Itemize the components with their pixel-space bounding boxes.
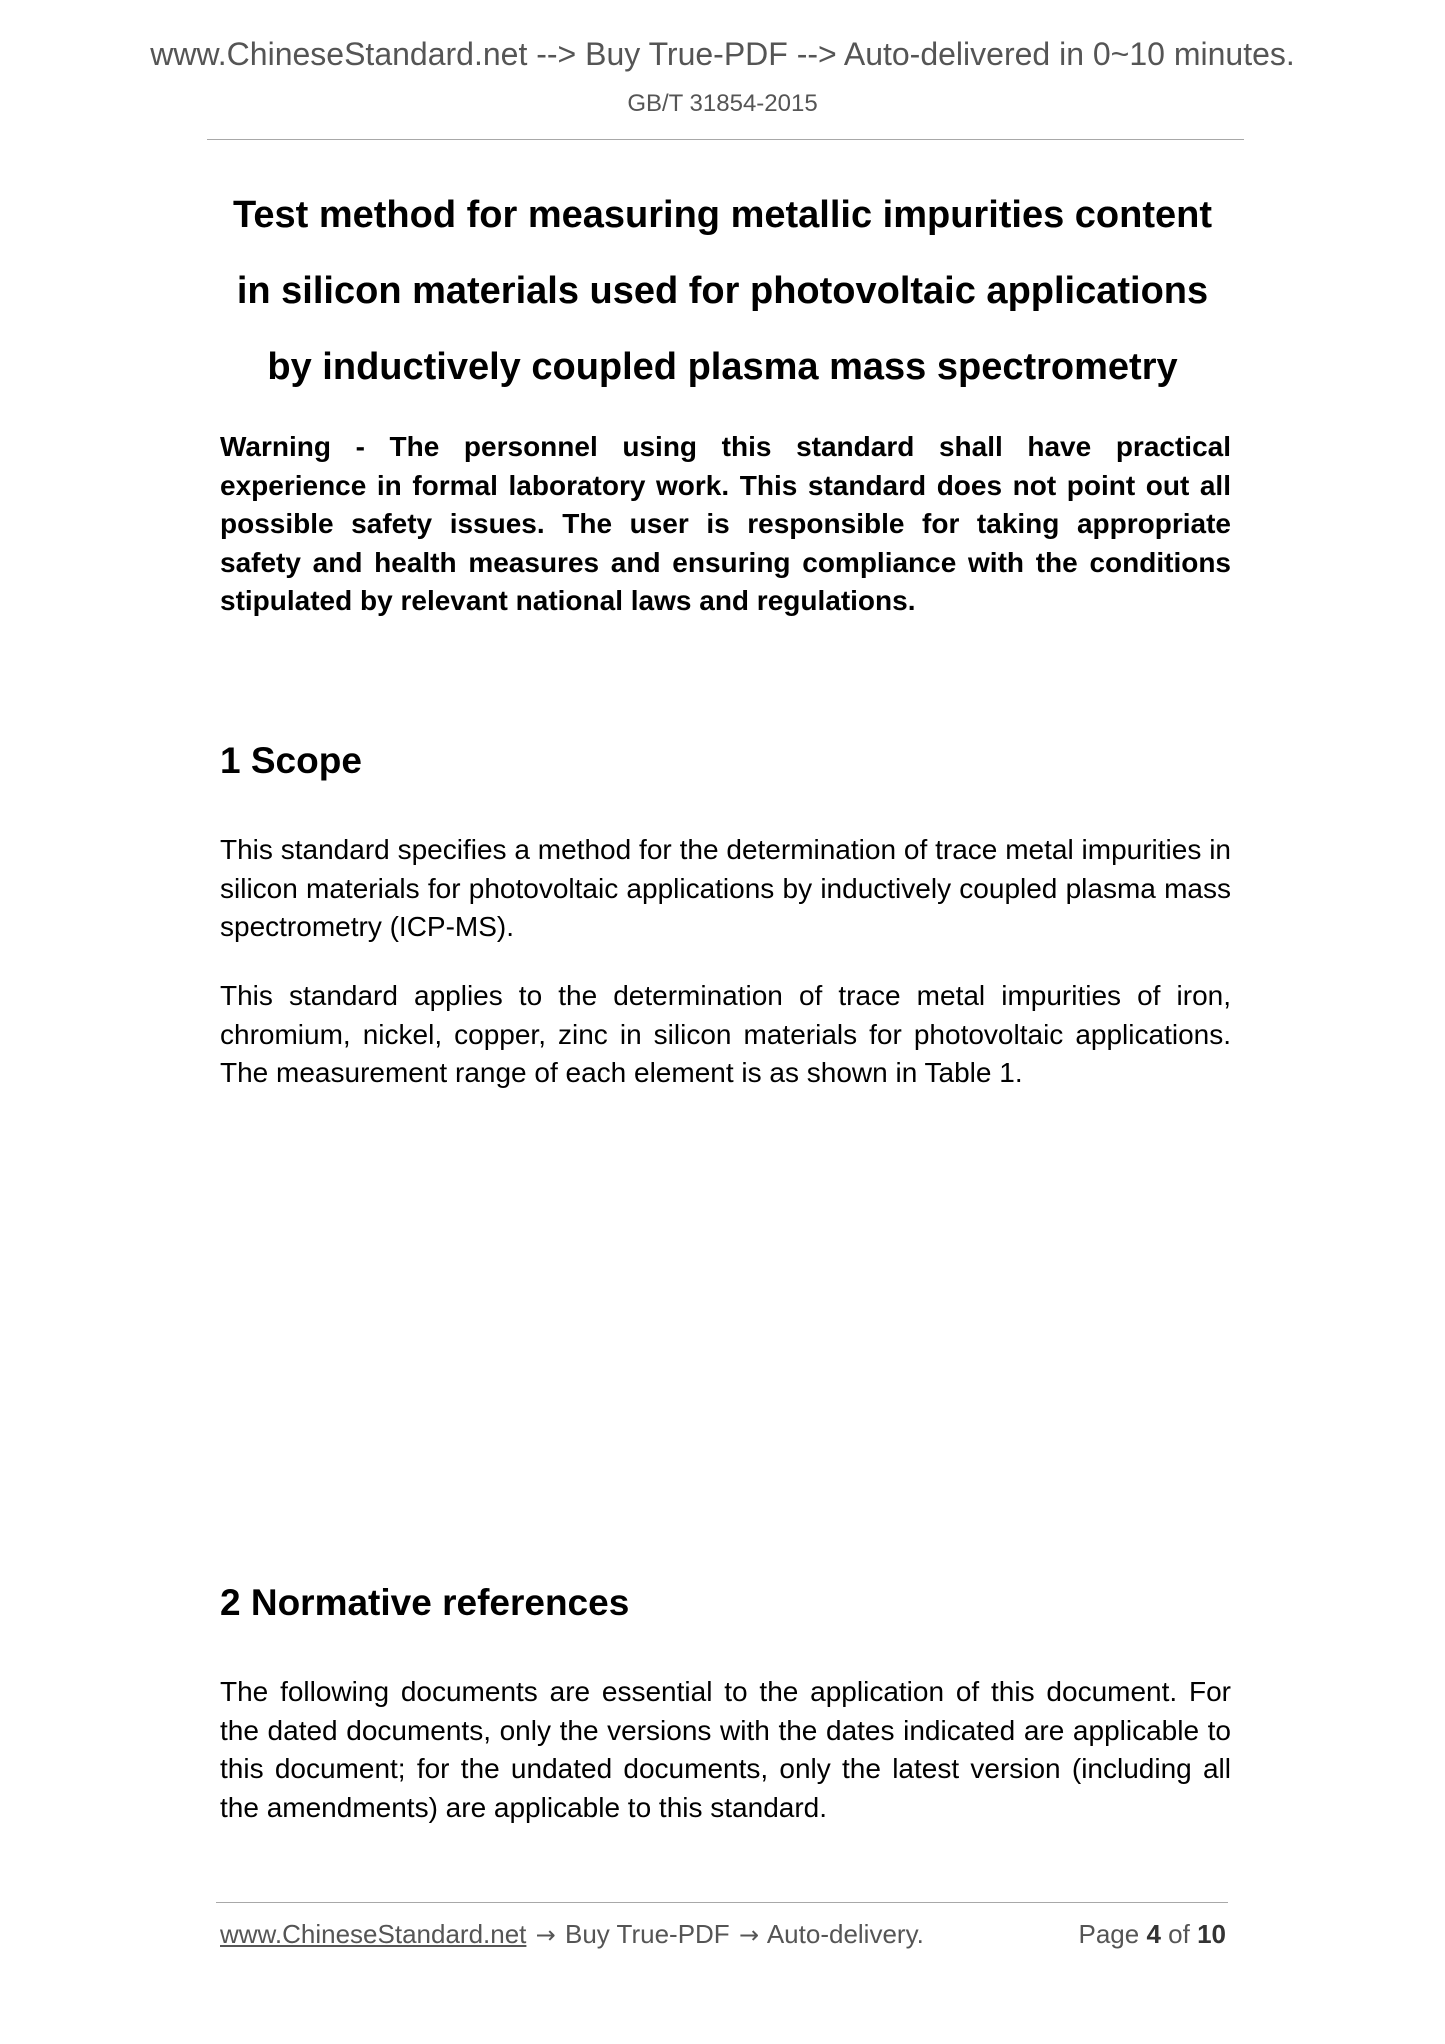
- of-label: of: [1168, 1919, 1190, 1949]
- title-line-3: by inductively coupled plasma mass spectrometry: [267, 346, 1178, 388]
- arrow-right-icon: →: [738, 1921, 760, 1949]
- title-line-2: in silicon materials used for photovoltaic applications: [236, 270, 1209, 312]
- total-pages-number: 10: [1197, 1919, 1226, 1949]
- scope-heading: 1 Scope: [220, 740, 362, 781]
- current-page-number: 4: [1146, 1919, 1161, 1949]
- warning-paragraph: Warning - The personnel using this standard shall have practical experience in formal laboratory work. This standard does not point out all possible safety issues. The user is responsible for taking appropriate safety and health measures and ensuring compliance with the conditions stipulated by relevant national laws and regulations.: [220, 431, 1231, 616]
- document-title: [200, 177, 1245, 405]
- footer-links: [220, 1917, 924, 1952]
- scope-paragraph-2: This standard applies to the determination of trace metal impurities of iron, chromium, nickel, copper, zinc in silicon materials for photovoltaic applications. The measurement range of each element is as shown in Table 1.: [220, 980, 1231, 1088]
- title-line-1: Test method for measuring metallic impurities content: [232, 194, 1213, 236]
- source-banner: www.ChineseStandard.net --> Buy True-PDF --> Auto-delivered in 0~10 minutes.: [150, 36, 1295, 72]
- document-code: GB/T 31854-2015: [627, 90, 818, 117]
- arrow-right-icon: →: [535, 1921, 556, 1949]
- scope-paragraph-1: This standard specifies a method for the determination of trace metal impurities in silicon materials for photovoltaic applications by inductively coupled plasma mass spectrometry (ICP-MS).: [220, 834, 1231, 942]
- normative-references-heading: 2 Normative references: [220, 1582, 630, 1623]
- normative-references-paragraph: The following documents are essential to the application of this document. For the dated documents, only the versions with the dates indicated are applicable to this document; for the undated documents, only the latest version (including all the amendments) are applicable to this standard.: [220, 1676, 1231, 1823]
- page-indicator: [1078, 1917, 1226, 1951]
- header-divider: [207, 139, 1244, 140]
- footer-buy-text: Buy True-PDF: [564, 1919, 730, 1949]
- page-label: Page: [1078, 1919, 1140, 1949]
- footer-divider: [216, 1902, 1228, 1903]
- footer-site-link[interactable]: www.ChineseStandard.net: [220, 1919, 527, 1949]
- footer-delivery-text: Auto-delivery.: [766, 1919, 924, 1949]
